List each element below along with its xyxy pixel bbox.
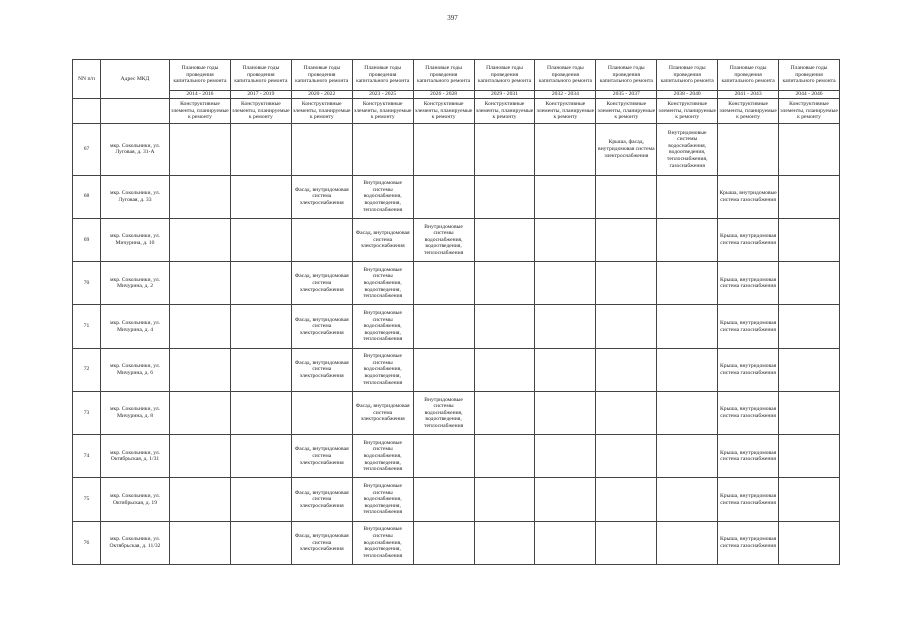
period-cell xyxy=(657,435,718,478)
period-cell: Фасад, внутридомовая система электроснабжения xyxy=(291,305,352,348)
row-number: 71 xyxy=(73,305,101,348)
header-period-title: Плановые годы проведения капитального ремонта xyxy=(230,60,291,91)
period-cell xyxy=(535,305,596,348)
period-cell: Внутридомовые системы водоснабжения, водоотведения, теплоснабжения xyxy=(352,521,413,564)
table-row xyxy=(73,478,840,521)
period-cell xyxy=(535,478,596,521)
period-cell xyxy=(291,391,352,434)
period-cell xyxy=(596,305,657,348)
header-period-range: 2038 - 2040 xyxy=(657,91,718,99)
period-cell xyxy=(596,218,657,261)
period-cell xyxy=(170,218,231,261)
header-period-elements: Конструктивные элементы, планируемые к ремонту xyxy=(779,99,840,124)
period-cell xyxy=(291,124,352,176)
period-cell xyxy=(230,391,291,434)
period-cell xyxy=(657,262,718,305)
period-cell xyxy=(413,124,474,176)
table-body xyxy=(73,124,840,565)
period-cell xyxy=(413,521,474,564)
header-period-title: Плановые годы проведения капитального ремонта xyxy=(291,60,352,91)
table-row xyxy=(73,175,840,218)
row-number: 72 xyxy=(73,348,101,391)
period-cell xyxy=(657,348,718,391)
period-cell xyxy=(596,521,657,564)
period-cell xyxy=(170,435,231,478)
header-period-title: Плановые годы проведения капитального ремонта xyxy=(596,60,657,91)
period-cell xyxy=(779,262,840,305)
header-period-range: 2032 - 2034 xyxy=(535,91,596,99)
period-cell: Внутридомовые системы водоснабжения, водоотведения, теплоснабжения xyxy=(352,262,413,305)
repair-plan-table xyxy=(72,59,840,565)
period-cell: Фасад, внутридомовая система электроснабжения xyxy=(352,391,413,434)
period-cell xyxy=(474,305,535,348)
table-row xyxy=(73,348,840,391)
period-cell: Крыша, внутридомовая система газоснабжения xyxy=(718,218,779,261)
period-cell xyxy=(657,175,718,218)
row-number: 74 xyxy=(73,435,101,478)
period-cell xyxy=(230,175,291,218)
period-cell xyxy=(170,175,231,218)
row-number: 73 xyxy=(73,391,101,434)
header-period-range: 2044 - 2046 xyxy=(779,91,840,99)
header-period-elements: Конструктивные элементы, планируемые к ремонту xyxy=(230,99,291,124)
header-period-title: Плановые годы проведения капитального ремонта xyxy=(657,60,718,91)
period-cell xyxy=(170,348,231,391)
period-cell xyxy=(413,478,474,521)
period-cell xyxy=(170,305,231,348)
period-cell: Фасад, внутридомовая система электроснабжения xyxy=(291,348,352,391)
period-cell xyxy=(230,478,291,521)
period-cell: Внутридомовые системы водоснабжения, водоотведения, теплоснабжения xyxy=(413,218,474,261)
period-cell xyxy=(170,391,231,434)
row-address: мкр. Сокольники, ул. Луговая, д. 31-А xyxy=(101,124,170,176)
period-cell xyxy=(779,124,840,176)
period-cell xyxy=(657,521,718,564)
period-cell: Крыша, внутридомовая система газоснабжения xyxy=(718,262,779,305)
header-row-ranges xyxy=(73,91,840,99)
period-cell xyxy=(596,175,657,218)
period-cell xyxy=(291,218,352,261)
period-cell: Внутридомовые системы водоснабжения, водоотведения, теплоснабжения xyxy=(352,435,413,478)
period-cell xyxy=(779,175,840,218)
period-cell xyxy=(535,218,596,261)
header-address: Адрес МКД xyxy=(101,60,170,99)
period-cell: Крыша, внутридомовая система газоснабжения xyxy=(718,348,779,391)
table-row xyxy=(73,305,840,348)
row-address: мкр. Сокольники, ул. Мичурина, д. 4 xyxy=(101,305,170,348)
table-row xyxy=(73,124,840,176)
page-number: 397 xyxy=(447,14,458,22)
period-cell: Крыша, внутридомовая система газоснабжения xyxy=(718,521,779,564)
period-cell xyxy=(779,305,840,348)
period-cell xyxy=(596,435,657,478)
header-period-elements: Конструктивные элементы, планируемые к ремонту xyxy=(170,99,231,124)
table-row xyxy=(73,521,840,564)
period-cell xyxy=(230,124,291,176)
header-period-title: Плановые годы проведения капитального ремонта xyxy=(474,60,535,91)
row-address: мкр. Сокольники, ул. Мичурина, д. 10 xyxy=(101,218,170,261)
period-cell xyxy=(535,435,596,478)
row-address: мкр. Сокольники, ул. Мичурина, д. 2 xyxy=(101,262,170,305)
period-cell xyxy=(718,124,779,176)
period-cell: Фасад, внутридомовая система электроснабжения xyxy=(291,521,352,564)
period-cell: Внутридомовые системы водоснабжения, водоотведения, теплоснабжения xyxy=(413,391,474,434)
period-cell xyxy=(779,218,840,261)
period-cell xyxy=(230,435,291,478)
period-cell xyxy=(657,218,718,261)
period-cell xyxy=(779,521,840,564)
period-cell xyxy=(779,391,840,434)
header-period-title: Плановые годы проведения капитального ремонта xyxy=(413,60,474,91)
period-cell xyxy=(474,521,535,564)
header-period-title: Плановые годы проведения капитального ремонта xyxy=(779,60,840,91)
period-cell xyxy=(657,391,718,434)
period-cell: Внутридомовые системы водоснабжения, водоотведения, теплоснабжения xyxy=(352,305,413,348)
header-period-range: 2017 - 2019 xyxy=(230,91,291,99)
period-cell xyxy=(170,478,231,521)
row-address: мкр. Сокольники, ул. Октябрьская, д. 1/31 xyxy=(101,435,170,478)
header-row-elements xyxy=(73,99,840,124)
header-period-elements: Конструктивные элементы, планируемые к ремонту xyxy=(474,99,535,124)
period-cell xyxy=(474,124,535,176)
header-period-title: Плановые годы проведения капитального ремонта xyxy=(352,60,413,91)
period-cell: Крыша, внутридомовая система газоснабжения xyxy=(718,435,779,478)
period-cell xyxy=(596,348,657,391)
period-cell xyxy=(352,124,413,176)
period-cell xyxy=(474,262,535,305)
row-address: мкр. Сокольники, ул. Луговая, д. 33 xyxy=(101,175,170,218)
header-no: NN п/п xyxy=(73,60,101,99)
header-period-elements: Конструктивные элементы, планируемые к ремонту xyxy=(413,99,474,124)
period-cell: Крыша, внутридомовая система газоснабжения xyxy=(718,305,779,348)
period-cell: Крыша, внутридомовая система газоснабжения xyxy=(718,478,779,521)
period-cell xyxy=(779,348,840,391)
header-period-elements: Конструктивные элементы, планируемые к ремонту xyxy=(352,99,413,124)
period-cell xyxy=(474,218,535,261)
period-cell: Фасад, внутридомовая система электроснабжения xyxy=(352,218,413,261)
period-cell xyxy=(657,478,718,521)
period-cell: Внутридомовые системы водоснабжения, водоотведения, теплоснабжения xyxy=(352,175,413,218)
period-cell xyxy=(230,262,291,305)
period-cell xyxy=(230,305,291,348)
period-cell: Фасад, внутридомовая система электроснабжения xyxy=(291,175,352,218)
period-cell xyxy=(413,348,474,391)
table-row xyxy=(73,391,840,434)
row-number: 76 xyxy=(73,521,101,564)
period-cell: Крыша, внутридомовая система газоснабжения xyxy=(718,391,779,434)
period-cell xyxy=(535,262,596,305)
period-cell: Внутридомовые системы водоснабжения, водоотведения, теплоснабжения, газоснабжения xyxy=(657,124,718,176)
header-period-elements: Конструктивные элементы, планируемые к ремонту xyxy=(291,99,352,124)
header-period-elements: Конструктивные элементы, планируемые к ремонту xyxy=(718,99,779,124)
period-cell: Крыша, фасад, внутридомовая система электроснабжения xyxy=(596,124,657,176)
period-cell: Внутридомовые системы водоснабжения, водоотведения, теплоснабжения xyxy=(352,478,413,521)
period-cell xyxy=(230,521,291,564)
period-cell xyxy=(170,521,231,564)
header-period-range: 2026 - 2028 xyxy=(413,91,474,99)
period-cell xyxy=(474,478,535,521)
header-period-title: Плановые годы проведения капитального ремонта xyxy=(535,60,596,91)
header-period-range: 2041 - 2043 xyxy=(718,91,779,99)
row-number: 68 xyxy=(73,175,101,218)
period-cell xyxy=(474,391,535,434)
table-header xyxy=(73,60,840,124)
row-address: мкр. Сокольники, ул. Октябрьская, д. 11/32 xyxy=(101,521,170,564)
row-number: 75 xyxy=(73,478,101,521)
period-cell xyxy=(535,175,596,218)
header-row-years xyxy=(73,60,840,91)
row-number: 69 xyxy=(73,218,101,261)
period-cell xyxy=(779,435,840,478)
period-cell xyxy=(596,262,657,305)
header-period-elements: Конструктивные элементы, планируемые к ремонту xyxy=(535,99,596,124)
period-cell xyxy=(657,305,718,348)
period-cell xyxy=(535,391,596,434)
table-row xyxy=(73,218,840,261)
header-address-spacer xyxy=(101,99,170,124)
header-period-range: 2035 - 2037 xyxy=(596,91,657,99)
period-cell xyxy=(596,391,657,434)
period-cell xyxy=(474,435,535,478)
row-address: мкр. Сокольники, ул. Мичурина, д. 6 xyxy=(101,348,170,391)
table-row xyxy=(73,435,840,478)
period-cell xyxy=(474,175,535,218)
period-cell xyxy=(474,348,535,391)
row-address: мкр. Сокольники, ул. Октябрьская, д. 19 xyxy=(101,478,170,521)
table-row xyxy=(73,262,840,305)
period-cell xyxy=(170,124,231,176)
period-cell xyxy=(413,175,474,218)
header-period-title: Плановые годы проведения капитального ремонта xyxy=(170,60,231,91)
period-cell xyxy=(230,348,291,391)
header-period-elements: Конструктивные элементы, планируемые к ремонту xyxy=(657,99,718,124)
period-cell xyxy=(413,305,474,348)
period-cell xyxy=(230,218,291,261)
header-period-elements: Конструктивные элементы, планируемые к ремонту xyxy=(596,99,657,124)
row-number: 70 xyxy=(73,262,101,305)
header-period-range: 2023 - 2025 xyxy=(352,91,413,99)
period-cell: Фасад, внутридомовая система электроснабжения xyxy=(291,262,352,305)
period-cell xyxy=(535,521,596,564)
header-period-range: 2020 - 2022 xyxy=(291,91,352,99)
period-cell xyxy=(413,262,474,305)
row-number: 67 xyxy=(73,124,101,176)
header-period-title: Плановые годы проведения капитального ремонта xyxy=(718,60,779,91)
period-cell xyxy=(170,262,231,305)
period-cell: Фасад, внутридомовая система электроснабжения xyxy=(291,435,352,478)
header-period-range: 2014 - 2016 xyxy=(170,91,231,99)
period-cell xyxy=(535,348,596,391)
period-cell xyxy=(779,478,840,521)
row-address: мкр. Сокольники, ул. Мичурина, д. 8 xyxy=(101,391,170,434)
header-period-range: 2029 - 2031 xyxy=(474,91,535,99)
period-cell xyxy=(596,478,657,521)
period-cell: Внутридомовые системы водоснабжения, водоотведения, теплоснабжения xyxy=(352,348,413,391)
period-cell: Крыша, внутридомовые система газоснабжения xyxy=(718,175,779,218)
period-cell xyxy=(535,124,596,176)
period-cell: Фасад, внутридомовая система электроснабжения xyxy=(291,478,352,521)
period-cell xyxy=(413,435,474,478)
header-no-spacer xyxy=(73,99,101,124)
